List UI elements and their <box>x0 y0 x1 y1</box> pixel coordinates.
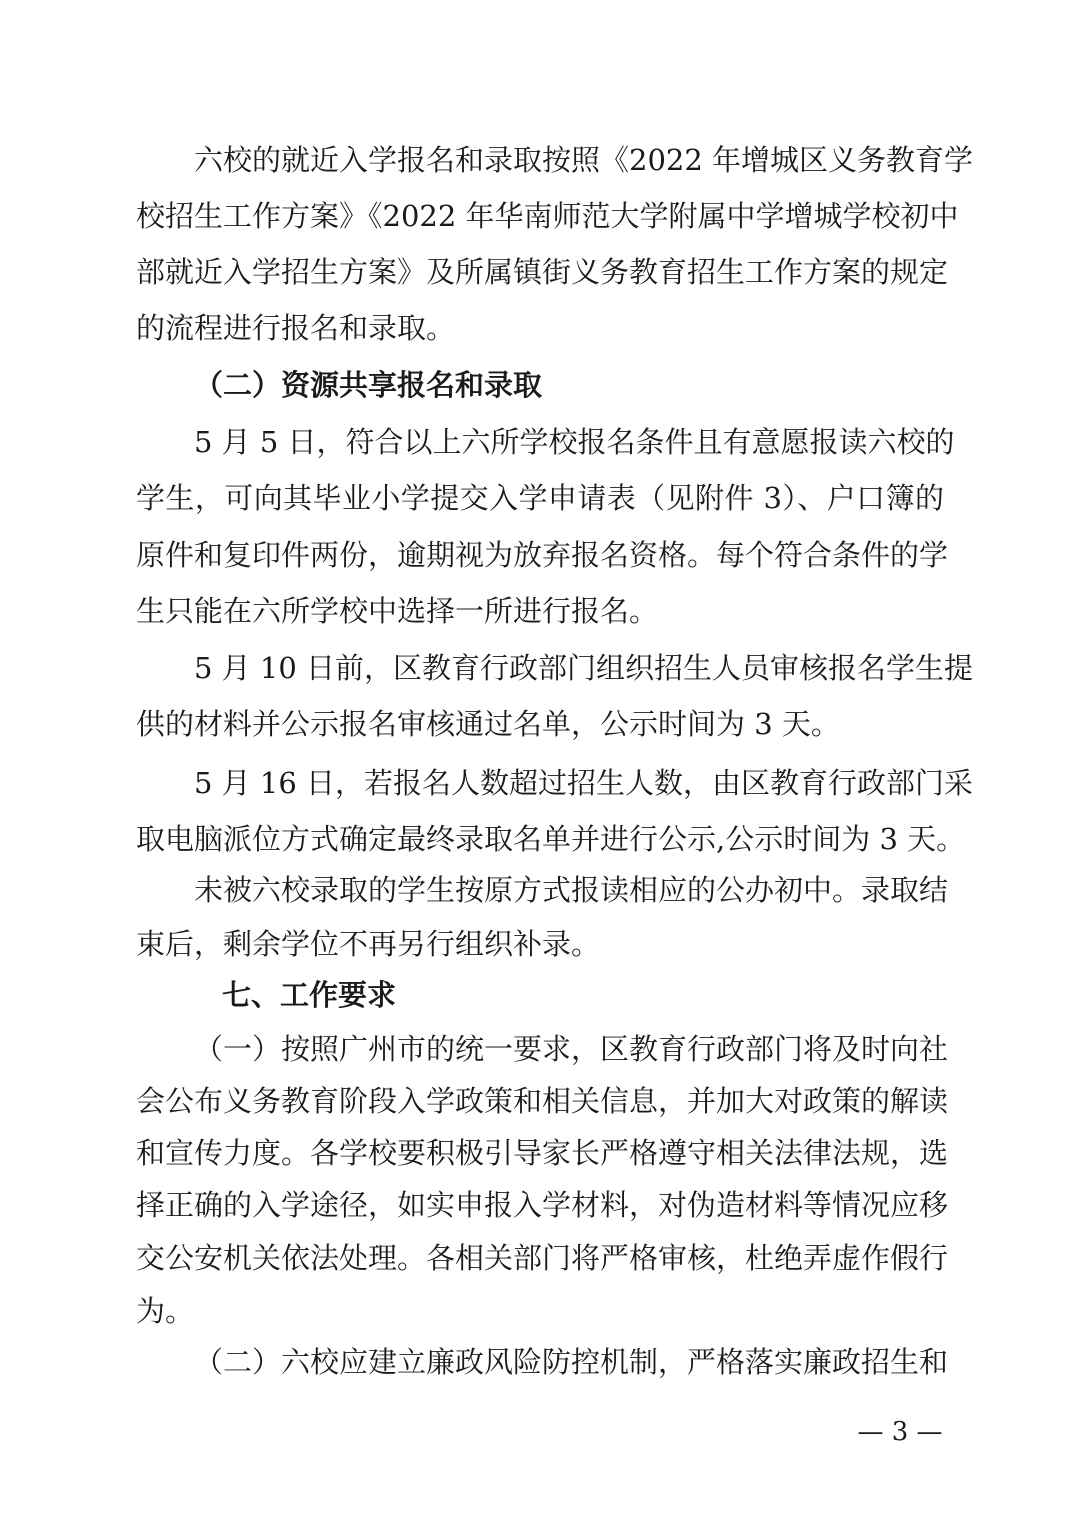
text-line: 未被六校录取的学生按原方式报读相应的公办初中。录取结 <box>194 873 949 907</box>
section-heading: 七、工作要求 <box>222 978 397 1012</box>
text-line: 5 月 16 日，若报名人数超过招生人数，由区教育行政部门采 <box>194 766 974 800</box>
text-line: 学生，可向其毕业小学提交入学申请表（见附件 3）、户口簿的 <box>136 481 944 515</box>
text-line: 交公安机关依法处理。各相关部门将严格审核，杜绝弄虚作假行 <box>136 1241 949 1275</box>
text-line: 部就近入学招生方案》及所属镇街义务教育招生工作方案的规定 <box>136 255 949 289</box>
page-number: — 3 — <box>857 1417 943 1447</box>
text-line: （二）六校应建立廉政风险防控机制，严格落实廉政招生和 <box>194 1345 949 1379</box>
text-line: 供的材料并公示报名审核通过名单，公示时间为 3 天。 <box>136 707 840 741</box>
text-line: 校招生工作方案》《2022 年华南师范大学附属中学增城学校初中 <box>136 199 959 233</box>
text-line: 六校的就近入学报名和录取按照《2022 年增城区义务教育学 <box>194 143 974 177</box>
text-line: （一）按照广州市的统一要求，区教育行政部门将及时向社 <box>194 1032 949 1066</box>
text-line: 为。 <box>136 1294 195 1328</box>
text-line: 取电脑派位方式确定最终录取名单并进行公示,公示时间为 3 天。 <box>136 822 966 856</box>
text-line: 和宣传力度。各学校要积极引导家长严格遵守相关法律法规，选 <box>136 1136 949 1170</box>
text-line: 的流程进行报名和录取。 <box>136 311 456 345</box>
text-line: 择正确的入学途径，如实申报入学材料，对伪造材料等情况应移 <box>136 1188 949 1222</box>
text-line: 5 月 10 日前，区教育行政部门组织招生人员审核报名学生提 <box>194 651 974 685</box>
text-line: 原件和复印件两份，逾期视为放弃报名资格。每个符合条件的学 <box>136 538 949 572</box>
section-heading: （二）资源共享报名和录取 <box>194 368 543 402</box>
text-line: 会公布义务教育阶段入学政策和相关信息，并加大对政策的解读 <box>136 1084 949 1118</box>
text-line: 5 月 5 日，符合以上六所学校报名条件且有意愿报读六校的 <box>194 425 955 459</box>
text-line: 束后，剩余学位不再另行组织补录。 <box>136 927 601 961</box>
text-line: 生只能在六所学校中选择一所进行报名。 <box>136 594 659 628</box>
